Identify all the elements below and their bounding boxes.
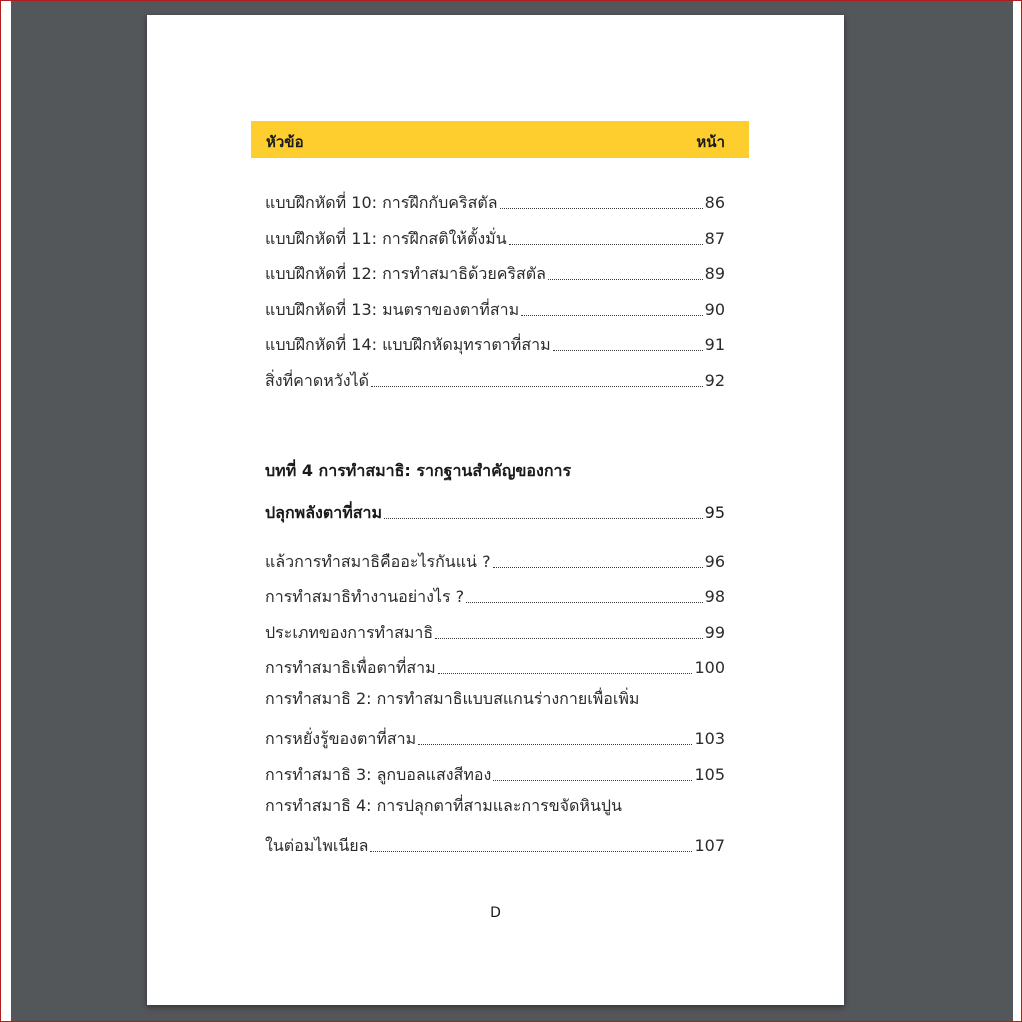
toc-entry <box>265 260 725 284</box>
toc-leader <box>384 518 703 519</box>
toc-entry <box>265 654 725 678</box>
page-footer-label: D <box>490 905 501 921</box>
toc-entry-title: การทำสมาธิ 3: ลูกบอลแสงสีทอง <box>265 765 492 784</box>
toc-entry-page: 90 <box>704 300 725 319</box>
toc-entry-title: สิ่งที่คาดหวังได้ <box>265 371 369 390</box>
toc-entry-title: การทำสมาธิทำงานอย่างไร ? <box>265 587 465 606</box>
toc-entry-page: 86 <box>704 193 725 212</box>
toc-leader <box>371 386 703 387</box>
toc-entry-title: แบบฝึกหัดที่ 10: การฝึกกับคริสตัล <box>265 193 498 212</box>
chapter-heading <box>265 499 725 523</box>
toc-entry-title-line2: ในต่อมไพเนียล <box>265 836 369 855</box>
toc-leader <box>521 315 703 316</box>
viewer-background <box>11 1 1013 1021</box>
toc-leader <box>493 567 703 568</box>
toc-entry <box>265 832 725 856</box>
document-page <box>147 15 844 1005</box>
toc-entry-page: 89 <box>704 264 725 283</box>
toc-entry <box>265 761 725 785</box>
toc-header-band <box>251 121 749 158</box>
toc-leader <box>509 244 703 245</box>
toc-entry <box>265 583 725 607</box>
toc-leader <box>548 279 703 280</box>
toc-entry-page: 96 <box>704 552 725 571</box>
toc-entry <box>265 189 725 213</box>
toc-entry-page: 105 <box>694 765 725 784</box>
toc-entry-page: 87 <box>704 229 725 248</box>
toc-entry <box>265 619 725 643</box>
toc-entry <box>265 331 725 355</box>
toc-entry-title: การทำสมาธิเพื่อตาที่สาม <box>265 658 436 677</box>
toc-leader <box>466 602 703 603</box>
toc-entry <box>265 725 725 749</box>
chapter-heading-line2: ปลุกพลังตาที่สาม <box>265 503 383 522</box>
toc-entry-page: 100 <box>694 658 725 677</box>
toc-header-topic: หัวข้อ <box>266 133 304 151</box>
toc-entry-title-line1: การทำสมาธิ 2: การทำสมาธิแบบสแกนร่างกายเพื่อเพิ่ม <box>265 689 640 708</box>
toc-leader <box>493 780 692 781</box>
toc-entry-title: แบบฝึกหัดที่ 14: แบบฝึกหัดมุทราตาที่สาม <box>265 335 551 354</box>
toc-entry-title: ประเภทของการทำสมาธิ <box>265 623 434 642</box>
toc-entry <box>265 296 725 320</box>
toc-entry-page: 103 <box>694 729 725 748</box>
toc-entry-title-line2: การหยั่งรู้ของตาที่สาม <box>265 729 417 748</box>
toc-entry-title: แบบฝึกหัดที่ 11: การฝึกสติให้ตั้งมั่น <box>265 229 507 248</box>
toc-leader <box>370 851 692 852</box>
chapter-page: 95 <box>704 503 725 522</box>
toc-leader <box>435 638 703 639</box>
toc-entry-page: 92 <box>704 371 725 390</box>
toc-entry-page: 91 <box>704 335 725 354</box>
toc-entry-page: 98 <box>704 587 725 606</box>
toc-leader <box>418 744 692 745</box>
chapter-heading-line1: บทที่ 4 การทำสมาธิ: รากฐานสำคัญของการ <box>265 461 572 480</box>
toc-leader <box>553 350 703 351</box>
toc-entry <box>265 225 725 249</box>
toc-entry-page: 99 <box>704 623 725 642</box>
toc-entry-title: แล้วการทำสมาธิคืออะไรกันแน่ ? <box>265 552 491 571</box>
toc-entry-page: 107 <box>694 836 725 855</box>
toc-leader <box>438 673 693 674</box>
toc-entry-title: แบบฝึกหัดที่ 13: มนตราของตาที่สาม <box>265 300 520 319</box>
toc-entry <box>265 548 725 572</box>
toc-entry-title-line1: การทำสมาธิ 4: การปลุกตาที่สามและการขจัดหินปูน <box>265 796 622 815</box>
toc-entry-title: แบบฝึกหัดที่ 12: การทำสมาธิด้วยคริสตัล <box>265 264 546 283</box>
toc-entry <box>265 367 725 391</box>
toc-header-page: หน้า <box>696 133 725 151</box>
toc-leader <box>500 208 703 209</box>
